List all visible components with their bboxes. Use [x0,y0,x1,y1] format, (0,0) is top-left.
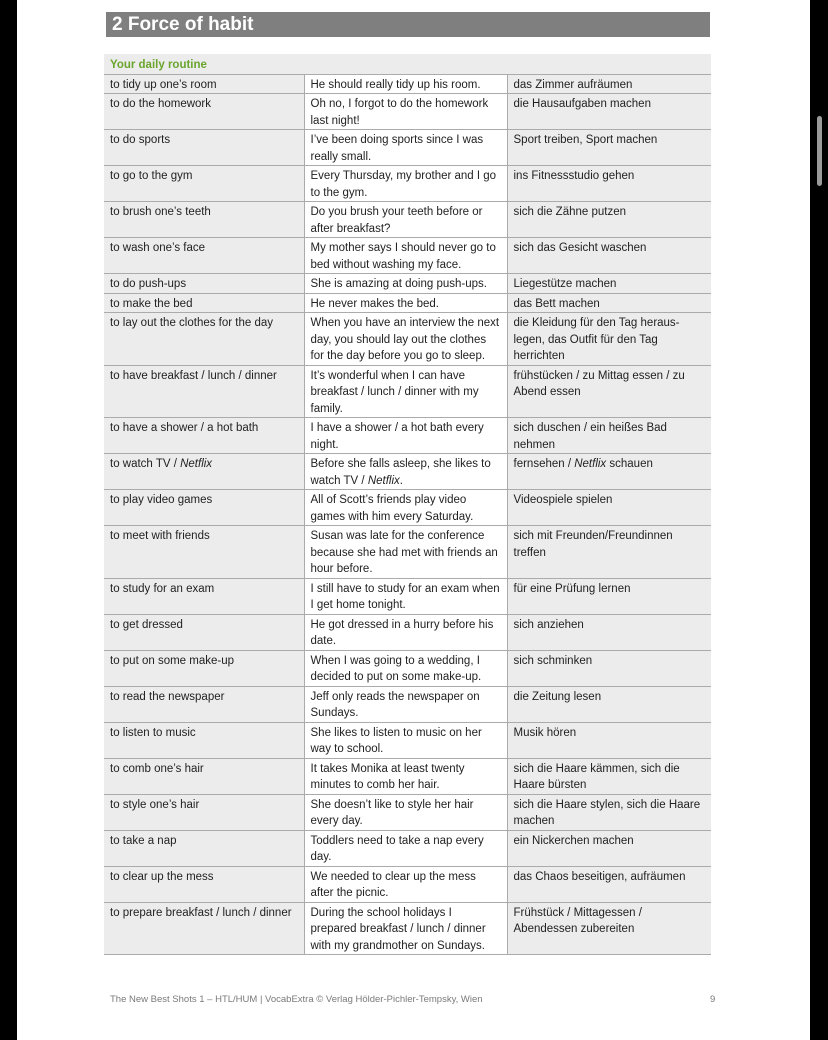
german-translation-cell: die Zeitung lesen [507,686,711,722]
example-sentence-cell: Oh no, I forgot to do the homework last night! [304,94,507,130]
german-translation-cell: die Kleidung für den Tag heraus-legen, das Outfit für den Tag herrichten [507,313,711,366]
table-row [104,74,711,94]
document-page [17,0,810,1040]
example-sentence-cell: When you have an interview the next day, you should lay out the clothes for the day before you go to sleep. [304,313,507,366]
table-row [104,238,711,274]
english-term-cell: to do sports [104,130,304,166]
english-term-cell: to lay out the clothes for the day [104,313,304,366]
german-translation-cell: Liegestütze machen [507,274,711,294]
german-translation-cell: das Bett machen [507,293,711,313]
german-translation-cell: Videospiele spielen [507,490,711,526]
example-sentence-cell: She likes to listen to music on her way to school. [304,722,507,758]
vocabulary-table [104,54,711,955]
example-sentence-cell: Do you brush your teeth before or after breakfast? [304,202,507,238]
table-row [104,293,711,313]
example-sentence-cell: It’s wonderful when I can have breakfast / lunch / dinner with my family. [304,365,507,418]
example-sentence-cell: When I was going to a wedding, I decided to put on some make-up. [304,650,507,686]
german-translation-cell: das Chaos beseitigen, aufräumen [507,866,711,902]
example-sentence-cell: We needed to clear up the mess after the picnic. [304,866,507,902]
english-term-cell [104,454,304,490]
german-translation-cell: das Zimmer aufräumen [507,74,711,94]
example-sentence-cell: During the school holidays I prepared breakfast / lunch / dinner with my grandmother on Sundays. [304,902,507,955]
cell-text: . [399,474,403,487]
italic-brand-text: Netflix [367,474,400,487]
table-row [104,578,711,614]
chapter-title: 2 Force of habit [106,12,710,37]
example-sentence-cell: I have a shower / a hot bath every night. [304,418,507,454]
example-sentence-cell: He got dressed in a hurry before his date. [304,614,507,650]
example-sentence-cell: My mother says I should never go to bed without washing my face. [304,238,507,274]
german-translation-cell: ins Fitnessstudio gehen [507,166,711,202]
table-row [104,526,711,579]
scrollbar-thumb[interactable] [817,116,822,186]
example-sentence-cell: I’ve been doing sports since I was really small. [304,130,507,166]
german-translation-cell: sich die Haare kämmen, sich die Haare bürsten [507,758,711,794]
italic-brand-text: Netflix [574,458,607,470]
table-row [104,166,711,202]
example-sentence-cell [304,454,507,490]
italic-brand-text: Netflix [180,458,213,470]
english-term-cell: to get dressed [104,614,304,650]
table-row [104,758,711,794]
table-row [104,686,711,722]
cell-text: schauen [606,458,653,470]
german-translation-cell: die Hausaufgaben machen [507,94,711,130]
english-term-cell: to take a nap [104,830,304,866]
german-translation-cell: für eine Prüfung lernen [507,578,711,614]
english-term-cell: to listen to music [104,722,304,758]
page-number: 9 [710,994,716,1005]
table-row [104,902,711,955]
table-row [104,454,711,490]
example-sentence-cell: I still have to study for an exam when I get home tonight. [304,578,507,614]
table-row [104,418,711,454]
section-header-row [104,54,711,74]
english-term-cell: to comb one’s hair [104,758,304,794]
english-term-cell: to have a shower / a hot bath [104,418,304,454]
table-row [104,313,711,366]
german-translation-cell: Frühstück / Mittagessen / Abendessen zubereiten [507,902,711,955]
german-translation-cell: sich schminken [507,650,711,686]
table-row [104,130,711,166]
example-sentence-cell: Toddlers need to take a nap every day. [304,830,507,866]
english-term-cell: to do the homework [104,94,304,130]
english-term-cell: to play video games [104,490,304,526]
english-term-cell: to brush one’s teeth [104,202,304,238]
cell-text: to watch TV / [110,458,181,470]
table-row [104,614,711,650]
section-title: Your daily routine [104,54,711,74]
example-sentence-cell: It takes Monika at least twenty minutes to comb her hair. [304,758,507,794]
example-sentence-cell: He never makes the bed. [304,293,507,313]
english-term-cell: to have breakfast / lunch / dinner [104,365,304,418]
english-term-cell: to do push-ups [104,274,304,294]
english-term-cell: to go to the gym [104,166,304,202]
table-row [104,794,711,830]
german-translation-cell: sich mit Freunden/Freundinnen treffen [507,526,711,579]
german-translation-cell: sich die Zähne putzen [507,202,711,238]
german-translation-cell: ein Nickerchen machen [507,830,711,866]
german-translation-cell: sich duschen / ein heißes Bad nehmen [507,418,711,454]
german-translation-cell: sich die Haare stylen, sich die Haare machen [507,794,711,830]
german-translation-cell: sich anziehen [507,614,711,650]
table-row [104,830,711,866]
table-row [104,274,711,294]
german-translation-cell [507,454,711,490]
english-term-cell: to prepare breakfast / lunch / dinner [104,902,304,955]
footer-credit: The New Best Shots 1 – HTL/HUM | VocabExtra © Verlag Hölder-Pichler-Tempsky, Wien [110,994,483,1005]
english-term-cell: to put on some make-up [104,650,304,686]
english-term-cell: to tidy up one’s room [104,74,304,94]
cell-text: fernsehen / [513,458,575,470]
table-row [104,866,711,902]
example-sentence-cell: He should really tidy up his room. [304,74,507,94]
english-term-cell: to study for an exam [104,578,304,614]
example-sentence-cell: She is amazing at doing push-ups. [304,274,507,294]
table-row [104,202,711,238]
english-term-cell: to clear up the mess [104,866,304,902]
cell-text: Before she falls asleep, she likes to watch TV / [310,458,491,487]
english-term-cell: to make the bed [104,293,304,313]
table-row [104,365,711,418]
english-term-cell: to read the newspaper [104,686,304,722]
german-translation-cell: sich das Gesicht waschen [507,238,711,274]
table-row [104,94,711,130]
german-translation-cell: Musik hören [507,722,711,758]
table-row [104,650,711,686]
example-sentence-cell: Every Thursday, my brother and I go to the gym. [304,166,507,202]
example-sentence-cell: All of Scott’s friends play video games with him every Saturday. [304,490,507,526]
table-row [104,490,711,526]
example-sentence-cell: Jeff only reads the newspaper on Sundays. [304,686,507,722]
example-sentence-cell: Susan was late for the conference because she had met with friends an hour before. [304,526,507,579]
english-term-cell: to wash one’s face [104,238,304,274]
example-sentence-cell: She doesn’t like to style her hair every day. [304,794,507,830]
german-translation-cell: frühstücken / zu Mittag essen / zu Abend essen [507,365,711,418]
german-translation-cell: Sport treiben, Sport machen [507,130,711,166]
table-row [104,722,711,758]
english-term-cell: to meet with friends [104,526,304,579]
english-term-cell: to style one’s hair [104,794,304,830]
